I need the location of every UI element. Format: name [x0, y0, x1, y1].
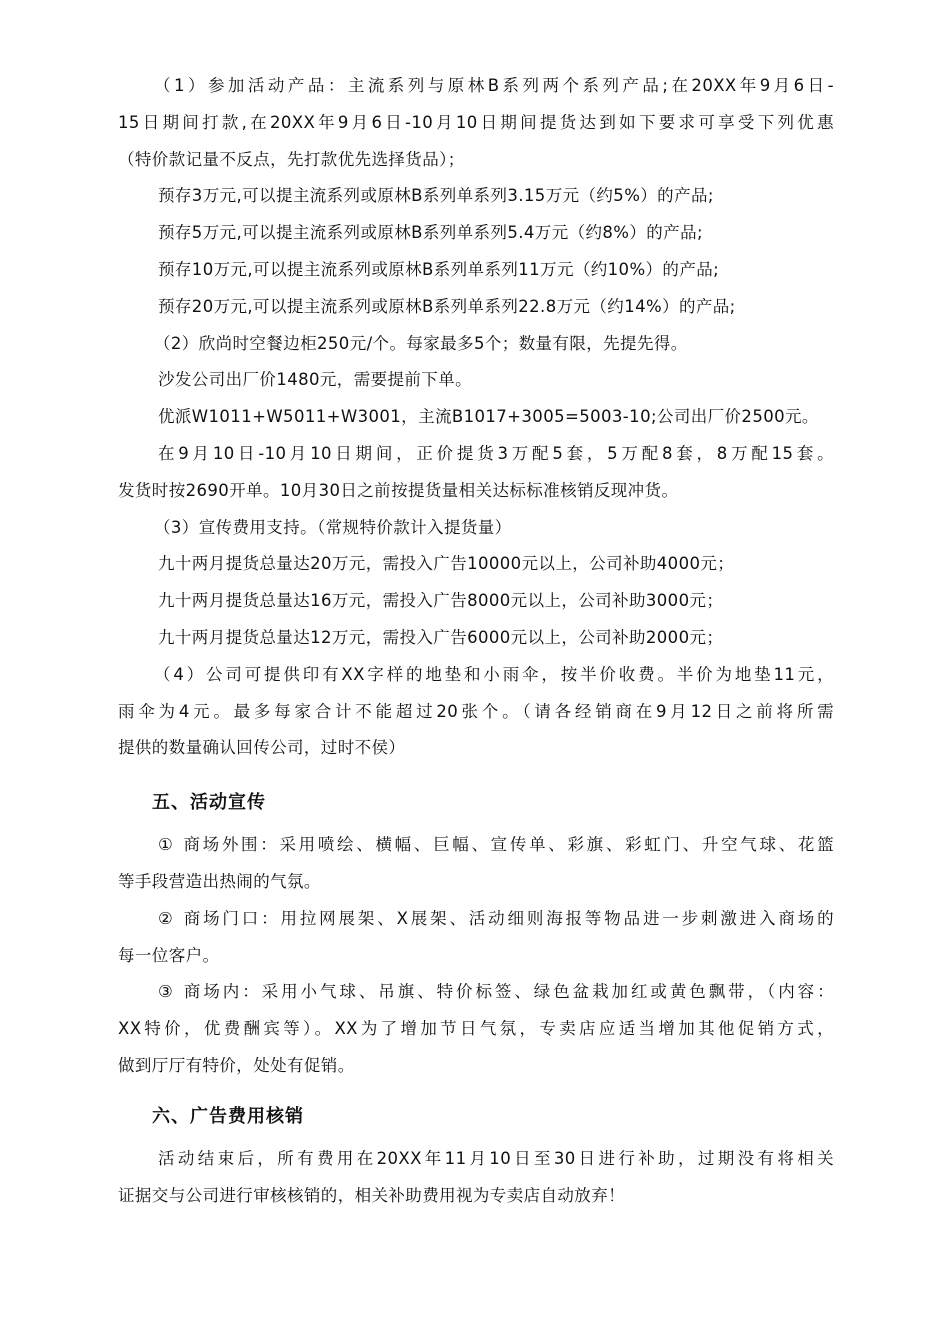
item-4-line-3: 提供的数量确认回传公司，过时不侯） [118, 738, 406, 758]
promo-outside-line-2: 等手段营造出热闹的气氛。 [118, 871, 321, 891]
promo-inside-line-2: XX特价，优费酬宾等）。XX为了增加节日气氛，专卖店应适当增加其他促销方式， [118, 1019, 834, 1039]
item-3: （3）宣传费用支持。（常规特价款计入提货量） [154, 517, 512, 537]
item-1-line-1: （1）参加活动产品：主流系列与原林B系列两个系列产品;在20XX年9月6日- [154, 76, 834, 95]
item-1-line-3: （特价款记量不反点，先打款优先选择货品）； [118, 149, 465, 169]
settlement-line-2: 证据交与公司进行审核核销的，相关补助费用视为专卖店自动放弃！ [118, 1185, 625, 1205]
period-line-2: 发货时按2690开单。10月30日之前按提货量相关达标标准核销反现冲货。 [118, 480, 679, 500]
ad-tier-12w: 九十两月提货总量达12万元，需投入广告6000元以上，公司补助2000元； [158, 627, 724, 647]
promo-outside-line-1: ① 商场外围：采用喷绘、横幅、巨幅、宣传单、彩旗、彩虹门、升空气球、花篮 [158, 835, 834, 855]
tier-10w: 预存10万元,可以提主流系列或原林B系列单系列11万元（约10%）的产品; [158, 259, 720, 279]
section-6-heading: 六、广告费用核销 [152, 1105, 304, 1127]
document-page [118, 68, 834, 1214]
tier-5w: 预存5万元,可以提主流系列或原林B系列单系列5.4万元（约8%）的产品; [158, 223, 703, 243]
item-2: （2）欣尚时空餐边柜250元/个。每家最多5个；数量有限，先提先得。 [154, 333, 688, 353]
sofa-price: 沙发公司出厂价1480元，需要提前下单。 [158, 370, 472, 390]
section-5-heading: 五、活动宣传 [152, 792, 266, 814]
promo-entrance-line-1: ② 商场门口：用拉网展架、X展架、活动细则海报等物品进一步刺激进入商场的 [158, 908, 834, 928]
item-4-line-2: 雨伞为4元。最多每家合计不能超过20张个。（请各经销商在9月12日之前将所需 [118, 701, 834, 721]
ad-tier-16w: 九十两月提货总量达16万元，需投入广告8000元以上，公司补助3000元； [158, 591, 724, 611]
settlement-line-1: 活动结束后，所有费用在20XX年11月10日至30日进行补助，过期没有将相关 [158, 1148, 834, 1168]
promo-inside-line-1: ③ 商场内：采用小气球、吊旗、特价标签、绿色盆栽加红或黄色飘带，（内容： [158, 982, 834, 1002]
item-4-line-1: （4）公司可提供印有XX字样的地垫和小雨伞，按半价收费。半价为地垫11元， [154, 664, 834, 684]
item-1-line-2: 15日期间打款,在20XX年9月6日-10月10日期间提货达到如下要求可享受下列优惠 [118, 112, 834, 132]
promo-entrance-line-2: 每一位客户。 [118, 945, 220, 965]
youpai-price: 优派W1011+W5011+W3001，主流B1017+3005=5003-10;公司出厂价2500元。 [158, 407, 819, 427]
period-line-1: 在9月10日-10月10日期间，正价提货3万配5套，5万配8套，8万配15套。 [158, 443, 834, 463]
ad-tier-20w: 九十两月提货总量达20万元，需投入广告10000元以上，公司补助4000元； [158, 554, 735, 574]
tier-3w: 预存3万元,可以提主流系列或原林B系列单系列3.15万元（约5%）的产品; [158, 186, 714, 206]
tier-20w: 预存20万元,可以提主流系列或原林B系列单系列22.8万元（约14%）的产品; [158, 296, 736, 316]
promo-inside-line-3: 做到厅厅有特价，处处有促销。 [118, 1055, 355, 1075]
